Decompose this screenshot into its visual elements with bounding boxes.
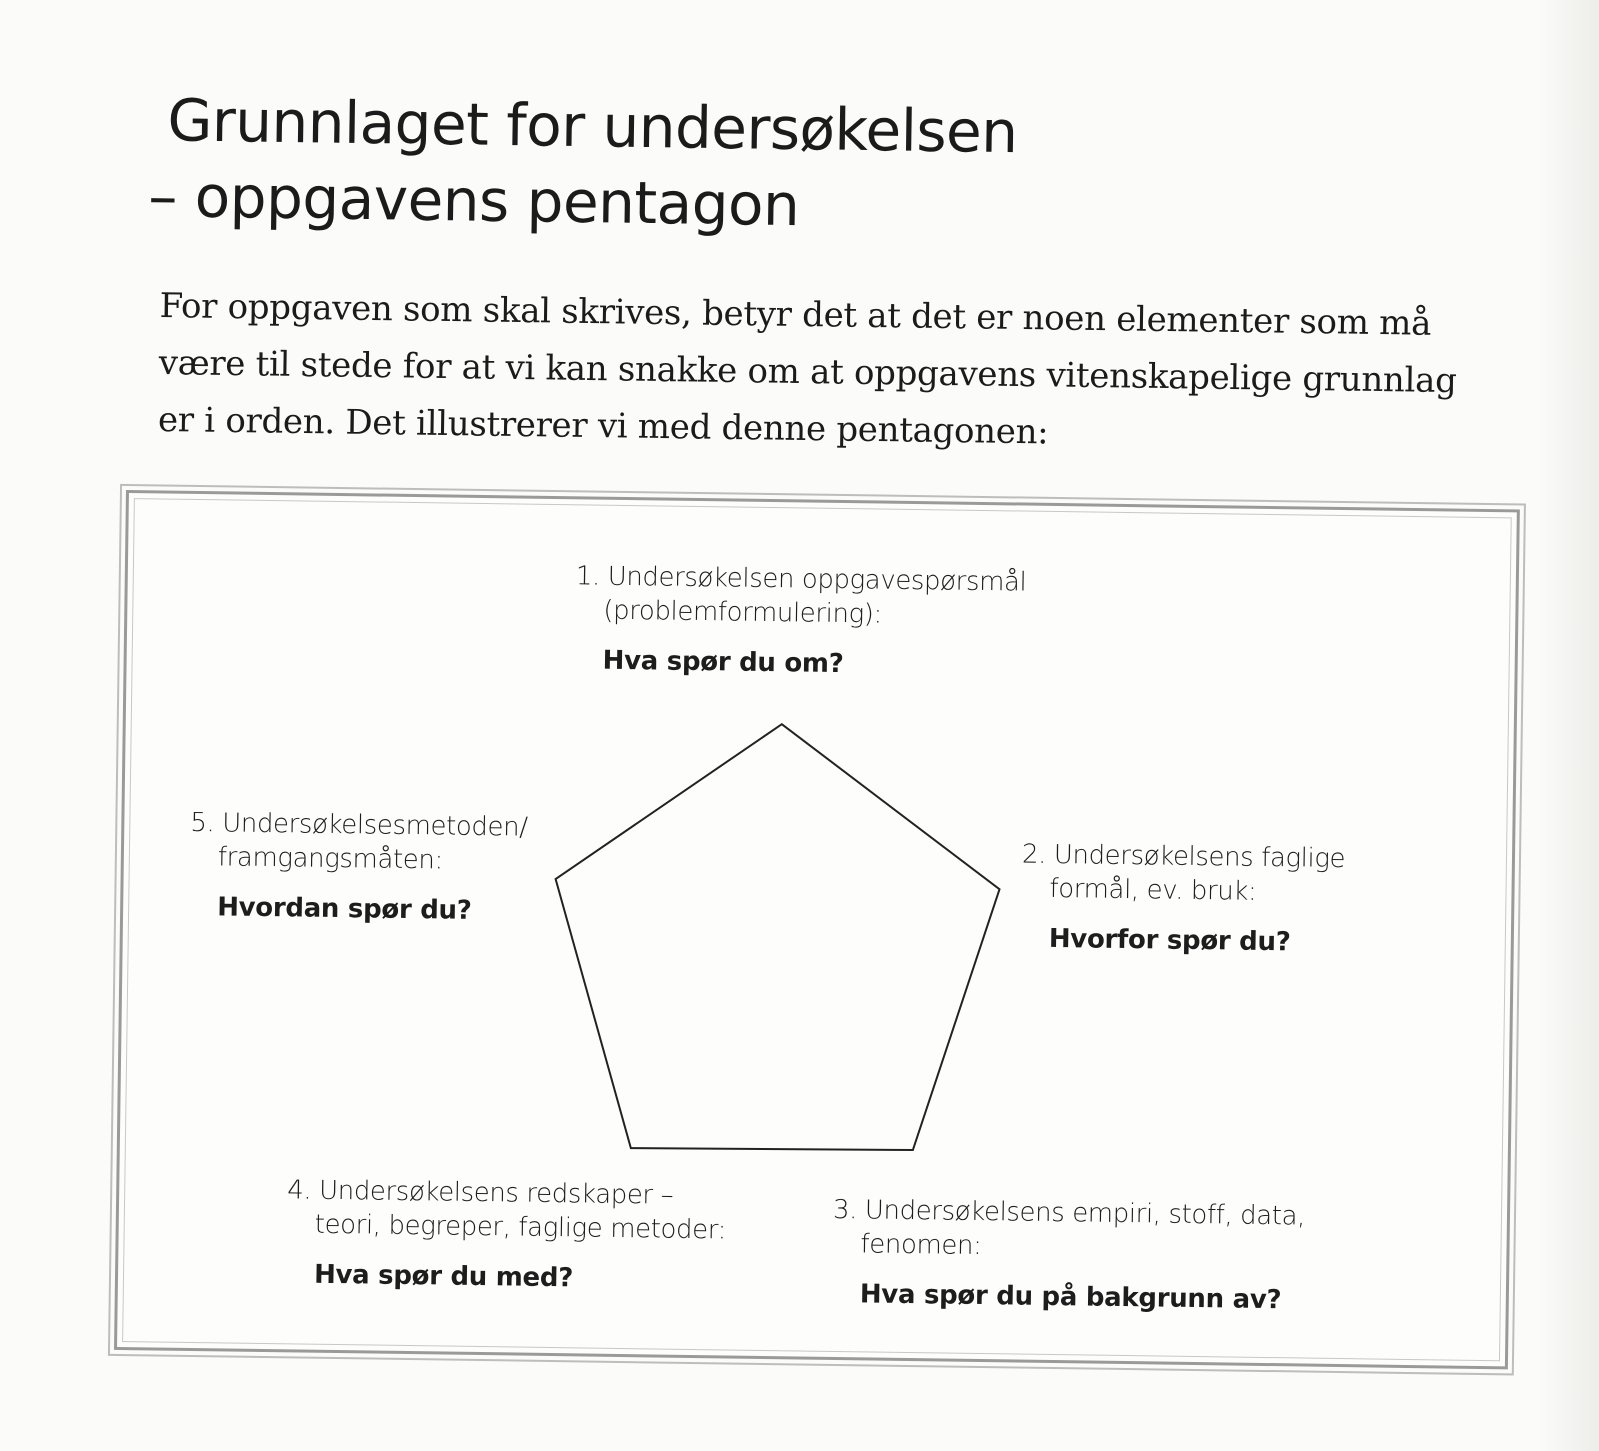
pentagon-item-4 [286,1173,727,1297]
pentagon-item-1-question: Hva spør du om? [602,645,844,680]
pentagon-item-1-subtitle: (problemformulering): [603,595,883,630]
pentagon-item-4-question: Hva spør du med? [313,1259,574,1294]
page-heading [148,82,1150,248]
pentagon-item-5-question: Hvordan spør du? [216,892,472,926]
pentagon-item-2 [1021,838,1346,961]
intro-line-2: være til stede for at vi kan snakke om at oppgavens vitenskapelige grunnlag [158,342,1457,402]
pentagon-item-4-subtitle: teori, begreper, faglige metoder: [314,1209,727,1246]
pentagon-item-3 [832,1193,1306,1318]
pentagon-item-5-subtitle: framgangsmåten: [217,842,444,876]
pentagon-figure-frame [114,490,1520,1369]
pentagon-item-2-subtitle: formål, ev. bruk: [1049,873,1257,907]
pentagon-item-3-subtitle: fenomen: [860,1229,982,1262]
page-edge-shadow [1539,0,1599,1451]
heading-line-2: – oppgavens pentagon [147,161,800,240]
pentagon-item-1-title: 1. Undersøkelsen oppgavespørsmål [575,561,1027,598]
pentagon-item-3-title: 3. Undersøkelsens empiri, stoff, data, [832,1194,1306,1232]
pentagon-item-1 [574,559,1026,683]
heading-line-1: Grunnlaget for undersøkelsen [166,86,1019,167]
pentagon-item-2-question: Hvorfor spør du? [1048,923,1291,958]
intro-line-1: For oppgaven som skal skrives, betyr det at det er noen elementer som må [159,285,1432,344]
pentagon-item-3-question: Hva spør du på bakgrunn av? [859,1279,1282,1316]
intro-paragraph [158,278,1550,468]
pentagon-item-2-title: 2. Undersøkelsens faglige [1021,839,1346,875]
pentagon-item-5-title: 5. Undersøkelsesmetoden/ [190,807,528,843]
pentagon-item-5 [189,806,528,929]
pentagon-shape [550,717,1008,1155]
intro-line-3: er i orden. Det illustrerer vi med denne pentagonen: [157,399,1049,453]
pentagon-item-4-title: 4. Undersøkelsens redskaper – [287,1175,674,1211]
